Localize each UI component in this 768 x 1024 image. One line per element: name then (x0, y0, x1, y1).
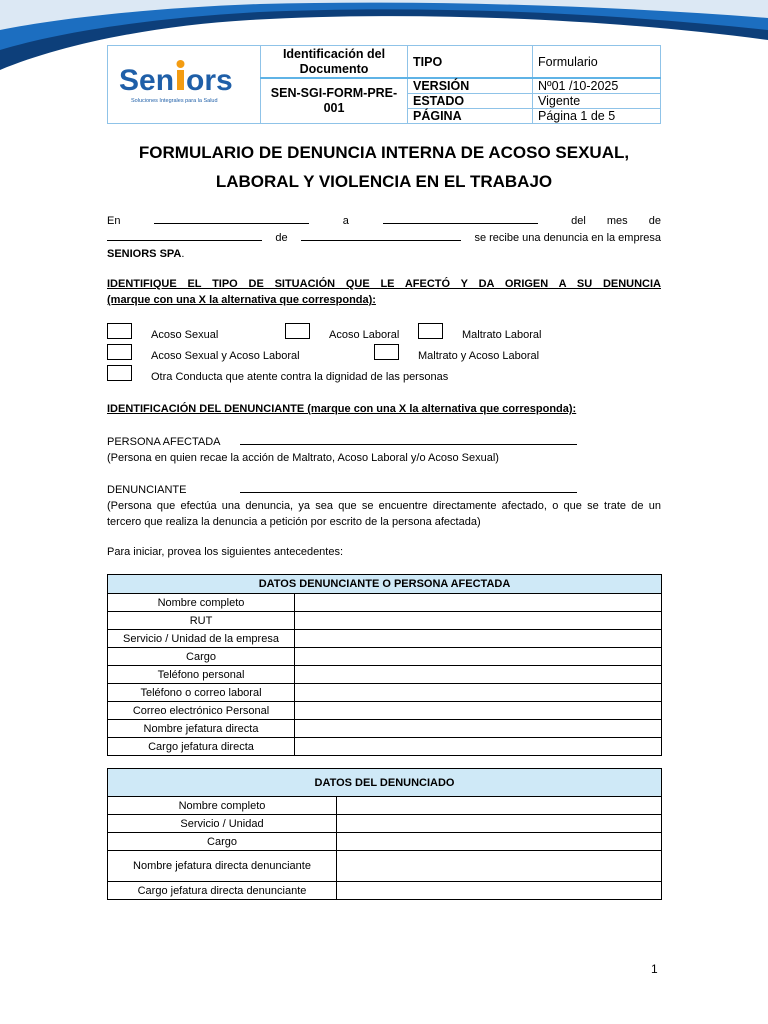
section1-heading-line2: (marque con una X la alternativa que corresponda): (107, 294, 376, 306)
date-place-blank[interactable] (383, 212, 538, 224)
page-number: 1 (651, 962, 658, 976)
table-row (108, 594, 662, 612)
table-row (108, 612, 662, 630)
table2-input-cargo[interactable] (337, 833, 662, 851)
table1-label: Teléfono personal (108, 666, 295, 684)
denunciante-desc: (Persona que efectúa una denuncia, ya sea que se encuentre directamente afectado, o que se trate de un tercero que realiza la denuncia a petición por escrito de la persona afectada) (107, 500, 661, 528)
id-label: Identificación del Documento (261, 46, 408, 79)
intro-en: En (107, 215, 121, 227)
document-header-table (107, 45, 661, 124)
table-row (108, 720, 662, 738)
intro-del-mes: del mes de (571, 215, 661, 227)
checkbox-acoso-laboral[interactable] (285, 323, 310, 339)
table-row (108, 833, 662, 851)
table2-title: DATOS DEL DENUNCIADO (108, 769, 662, 797)
label-maltrato-laboral: Maltrato Laboral (462, 329, 542, 341)
checkbox-maltrato-acoso-laboral[interactable] (374, 344, 399, 360)
date-year-blank[interactable] (301, 229, 461, 241)
table2-input-servicio[interactable] (337, 815, 662, 833)
title-line-1: FORMULARIO DE DENUNCIA INTERNA DE ACOSO SEXUAL, (138, 143, 630, 162)
table1-input-rut[interactable] (295, 612, 662, 630)
table1-input-jefatura[interactable] (295, 720, 662, 738)
table-row (108, 815, 662, 833)
intro-rest: se recibe una denuncia en la empresa (474, 232, 661, 244)
title-line-2: LABORAL Y VIOLENCIA EN EL TRABAJO (215, 172, 553, 191)
table-row (108, 702, 662, 720)
table2-label: Servicio / Unidad (108, 815, 337, 833)
section1-heading-line1: IDENTIFIQUE EL TIPO DE SITUACIÓN QUE LE AFECTÓ Y DA ORIGEN A SU DENUNCIA (107, 278, 661, 290)
seniors-logo (119, 58, 249, 108)
table1-label: Correo electrónico Personal (108, 702, 295, 720)
table1-input-telefono-laboral[interactable] (295, 684, 662, 702)
table-row (108, 684, 662, 702)
table1-input-cargo[interactable] (295, 648, 662, 666)
table2-input-nombre[interactable] (337, 797, 662, 815)
denunciante-blank[interactable] (240, 481, 577, 493)
label-acoso-sexual: Acoso Sexual (151, 329, 219, 341)
persona-afectada-label: PERSONA AFECTADA (107, 436, 221, 448)
doc-code: SEN-SGI-FORM-PRE-001 (261, 78, 408, 124)
intro-a: a (342, 215, 349, 227)
table-row (108, 797, 662, 815)
section2-heading: IDENTIFICACIÓN DEL DENUNCIANTE (marque con una X la alternativa que corresponda): (107, 403, 577, 415)
table1-label: Nombre jefatura directa (108, 720, 295, 738)
persona-afectada-block (107, 433, 661, 466)
table-row (108, 738, 662, 756)
pagina-label: PÁGINA (408, 109, 533, 124)
table1-label: Servicio / Unidad de la empresa (108, 630, 295, 648)
persona-afectada-blank[interactable] (240, 433, 577, 445)
tipo-label: TIPO (408, 46, 533, 79)
table-row (108, 630, 662, 648)
svg-text:Sen: Sen (119, 64, 175, 97)
table1-label: Nombre completo (108, 594, 295, 612)
persona-afectada-desc: (Persona en quien recae la acción de Maltrato, Acoso Laboral y/o Acoso Sexual) (107, 452, 499, 464)
version-label: VERSIÓN (408, 78, 533, 94)
denunciante-label: DENUNCIANTE (107, 484, 187, 496)
table1-input-servicio[interactable] (295, 630, 662, 648)
svg-text:ors: ors (186, 64, 233, 97)
table2-label: Nombre completo (108, 797, 337, 815)
datos-denunciado-table (107, 768, 662, 900)
date-month-blank[interactable] (107, 229, 262, 241)
pagina-value: Página 1 de 5 (533, 109, 661, 124)
start-text: Para iniciar, provea los siguientes antecedentes: (107, 546, 344, 558)
table-row (108, 648, 662, 666)
table1-input-correo[interactable] (295, 702, 662, 720)
logo-cell (108, 46, 261, 124)
checkbox-acoso-sexual-laboral[interactable] (107, 344, 132, 360)
label-otra-conducta: Otra Conducta que atente contra la dignidad de las personas (151, 371, 449, 383)
checkbox-acoso-sexual[interactable] (107, 323, 132, 339)
table-row (108, 851, 662, 882)
table1-input-telefono[interactable] (295, 666, 662, 684)
intro-paragraph (107, 212, 661, 262)
table1-input-nombre[interactable] (295, 594, 662, 612)
label-acoso-sexual-laboral: Acoso Sexual y Acoso Laboral (151, 350, 300, 362)
checkbox-maltrato-laboral[interactable] (418, 323, 443, 339)
table2-label: Cargo jefatura directa denunciante (108, 882, 337, 900)
intro-de: de (275, 232, 288, 244)
tipo-value: Formulario (533, 46, 661, 79)
table2-input-jefatura[interactable] (337, 851, 662, 882)
table-row (108, 666, 662, 684)
table2-input-cargo-jefatura[interactable] (337, 882, 662, 900)
label-maltrato-acoso-laboral: Maltrato y Acoso Laboral (418, 350, 540, 362)
intro-period: . (181, 248, 185, 260)
checkbox-otra-conducta[interactable] (107, 365, 132, 381)
table1-input-cargo-jefatura[interactable] (295, 738, 662, 756)
datos-denunciante-table (107, 574, 662, 756)
estado-label: ESTADO (408, 94, 533, 109)
table1-label: RUT (108, 612, 295, 630)
table1-title: DATOS DENUNCIANTE O PERSONA AFECTADA (108, 575, 662, 594)
table1-label: Cargo jefatura directa (108, 738, 295, 756)
table1-label: Teléfono o correo laboral (108, 684, 295, 702)
logo-tagline: Soluciones Integrales para la Salud (131, 98, 218, 104)
estado-value: Vigente (533, 94, 661, 109)
denunciante-block (107, 481, 661, 530)
label-acoso-laboral: Acoso Laboral (329, 329, 400, 341)
table2-label: Cargo (108, 833, 337, 851)
version-value: Nº01 /10-2025 (533, 78, 661, 94)
table-row (108, 882, 662, 900)
table2-label: Nombre jefatura directa denunciante (108, 851, 337, 882)
company-name: SENIORS SPA (107, 248, 182, 260)
date-day-blank[interactable] (154, 212, 309, 224)
table1-label: Cargo (108, 648, 295, 666)
